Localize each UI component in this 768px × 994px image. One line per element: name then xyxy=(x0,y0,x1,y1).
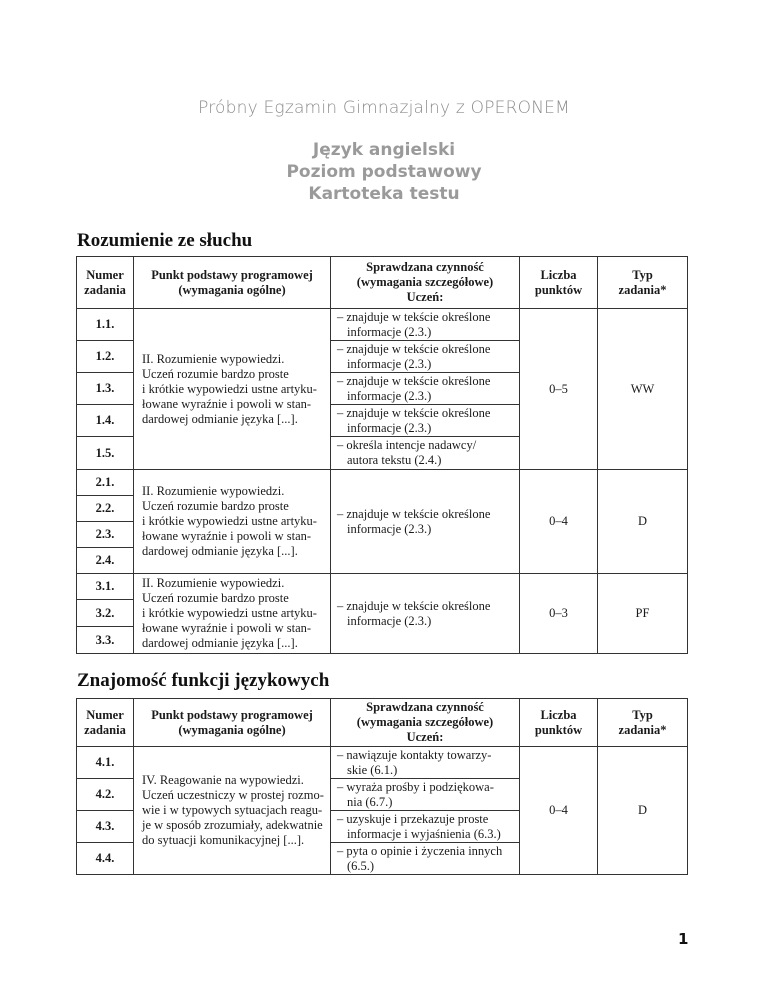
task-number: 2.1. xyxy=(77,470,134,496)
table-row xyxy=(77,470,688,496)
header-punkt: Punkt podstawy programowej (wymagania ogólne) xyxy=(134,257,331,309)
requirement-specific: – określa intencje nadawcy/ autora tekstu (2.4.) xyxy=(331,437,520,470)
table-row xyxy=(77,747,688,779)
header-liczba: Liczba punktów xyxy=(520,257,598,309)
task-number: 4.1. xyxy=(77,747,134,779)
requirement-general: II. Rozumienie wypowiedzi. Uczeń rozumie bardzo proste i krótkie wypowiedzi ustne artyku- łowane wyraźnie i powoli w stan- dardowej odmianie języka [...]. xyxy=(134,309,331,470)
header-liczba: Liczba punktów xyxy=(520,699,598,747)
task-number: 1.1. xyxy=(77,309,134,341)
subject-title: Język angielski xyxy=(312,140,456,160)
task-number: 4.2. xyxy=(77,779,134,811)
task-type: WW xyxy=(598,309,688,470)
exam-title: Próbny Egzamin Gimnazjalny z OPERONEM xyxy=(198,98,570,118)
task-number: 2.3. xyxy=(77,522,134,548)
doc-type-title: Kartoteka testu xyxy=(308,184,460,204)
header-numer: Numer zadania xyxy=(77,257,134,309)
task-type: D xyxy=(598,747,688,875)
requirement-specific: – znajduje w tekście określone informacje (2.3.) xyxy=(331,574,520,654)
page-number: 1 xyxy=(678,930,689,948)
task-number: 3.2. xyxy=(77,600,134,627)
requirement-general: IV. Reagowanie na wypowiedzi. Uczeń uczestniczy w prostej rozmo- wie i w typowych sytuacjach reagu- je w sposób zrozumiały, adekwatnie do sytuacji komunikacyjnej [...]. xyxy=(134,747,331,875)
requirement-specific: – znajduje w tekście określone informacje (2.3.) xyxy=(331,405,520,437)
level-title: Poziom podstawowy xyxy=(286,162,482,182)
task-number: 3.3. xyxy=(77,627,134,654)
header-sprawdzana: Sprawdzana czynność (wymagania szczegółowe) Uczeń: xyxy=(331,699,520,747)
listening-table xyxy=(76,256,688,654)
requirement-general: II. Rozumienie wypowiedzi. Uczeń rozumie bardzo proste i krótkie wypowiedzi ustne artyku- łowane wyraźnie i powoli w stan- dardowej odmianie języka [...]. xyxy=(134,574,331,654)
header-typ: Typ zadania* xyxy=(598,257,688,309)
task-number: 2.4. xyxy=(77,548,134,574)
points-range: 0–5 xyxy=(520,309,598,470)
section-title-language-functions: Znajomość funkcji językowych xyxy=(77,670,330,691)
table-row xyxy=(77,309,688,341)
requirement-specific: – uzyskuje i przekazuje proste informacje i wyjaśnienia (6.3.) xyxy=(331,811,520,843)
task-type: PF xyxy=(598,574,688,654)
header-typ: Typ zadania* xyxy=(598,699,688,747)
table-header-row xyxy=(77,257,688,309)
table-row xyxy=(77,574,688,600)
task-number: 1.2. xyxy=(77,341,134,373)
header-punkt: Punkt podstawy programowej (wymagania ogólne) xyxy=(134,699,331,747)
points-range: 0–3 xyxy=(520,574,598,654)
points-range: 0–4 xyxy=(520,470,598,574)
section-title-listening: Rozumienie ze słuchu xyxy=(77,230,253,251)
task-number: 3.1. xyxy=(77,574,134,600)
requirement-general: II. Rozumienie wypowiedzi. Uczeń rozumie bardzo proste i krótkie wypowiedzi ustne artyku- łowane wyraźnie i powoli w stan- dardowej odmianie języka [...]. xyxy=(134,470,331,574)
task-number: 1.3. xyxy=(77,373,134,405)
task-type: D xyxy=(598,470,688,574)
requirement-specific: – znajduje w tekście określone informacje (2.3.) xyxy=(331,470,520,574)
requirement-specific: – nawiązuje kontakty towarzy- skie (6.1.) xyxy=(331,747,520,779)
requirement-specific: – pyta o opinie i życzenia innych (6.5.) xyxy=(331,843,520,875)
requirement-specific: – znajduje w tekście określone informacje (2.3.) xyxy=(331,309,520,341)
header-numer: Numer zadania xyxy=(77,699,134,747)
task-number: 4.4. xyxy=(77,843,134,875)
requirement-specific: – znajduje w tekście określone informacje (2.3.) xyxy=(331,373,520,405)
task-number: 1.5. xyxy=(77,437,134,470)
task-number: 1.4. xyxy=(77,405,134,437)
task-number: 2.2. xyxy=(77,496,134,522)
header-sprawdzana: Sprawdzana czynność (wymagania szczegółowe) Uczeń: xyxy=(331,257,520,309)
table-header-row xyxy=(77,699,688,747)
task-number: 4.3. xyxy=(77,811,134,843)
language-functions-table xyxy=(76,698,688,875)
points-range: 0–4 xyxy=(520,747,598,875)
requirement-specific: – znajduje w tekście określone informacje (2.3.) xyxy=(331,341,520,373)
requirement-specific: – wyraża prośby i podziękowa- nia (6.7.) xyxy=(331,779,520,811)
